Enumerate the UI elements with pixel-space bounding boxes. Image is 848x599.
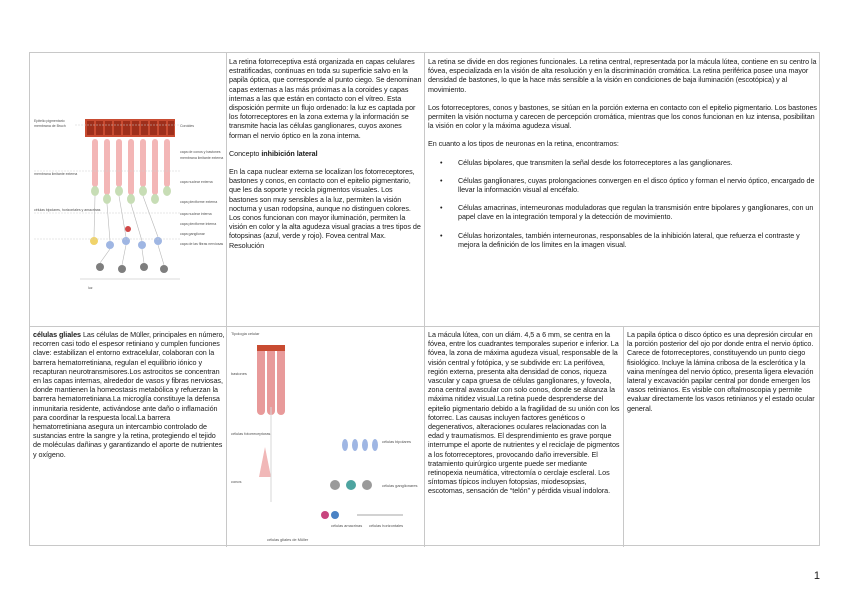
bullet: • <box>440 230 443 240</box>
page-number: 1 <box>813 570 820 582</box>
concept-bold: inhibición lateral <box>261 148 318 158</box>
label-plexiforme-int: capa plexiforme interna <box>180 222 217 226</box>
bullet: • <box>440 157 443 167</box>
paragraph: En cuanto a los tipos de neuronas en la retina, encontramos: <box>428 139 619 149</box>
concept-heading <box>229 149 422 158</box>
label-bipolares: células bipolares, horizontales y amacrinas <box>34 208 101 212</box>
label-conos: conos <box>231 479 242 484</box>
cell-typology-diagram <box>227 327 424 547</box>
label-ganglionares: células ganglionares <box>382 483 418 488</box>
label-fibras: capa de las fibras nerviosas <box>180 242 224 246</box>
macula-text <box>428 330 620 545</box>
glial-cells-text <box>33 330 225 545</box>
rod-highlight <box>257 345 285 351</box>
neuron-types-list <box>428 158 818 249</box>
paragraph: La retina se divide en dos regiones funcionales. La retina central, representada por la mácula lútea, contiene en su centro la fóvea, especializada en la visión de alta resolución y en la discriminación cromática. La retina periférica posee una mayor densidad de bastones, lo que la hace más sensible a la visión en condiciones de baja iluminación (escotópica) y al movimiento. <box>428 57 817 94</box>
paragraph: En la capa nuclear externa se localizan los fotorreceptores, bastones y conos, en contacto con el epitelio pigmentario, que les da soporte y recicla pigmentos visuales. Los bastones son muy sensibles a la luz, permiten la visión nocturna y usan rodopsina, aunque no distinguen colores. Los conos funcionan con mayor iluminación, permiten la visión en color y la alta agudeza visual gracias a tres tipos de fotopsinas (azul, verde y rojo). Fovea central Max. Resolución <box>229 167 421 250</box>
concept-prefix: Concepto <box>229 148 262 158</box>
divider <box>226 53 227 326</box>
optic-disc-text <box>627 330 817 545</box>
label-muller: células gliales de Müller <box>267 537 309 542</box>
label-nuclear-ext: capa nuclear externa <box>180 180 213 184</box>
rod-cell <box>257 345 265 415</box>
label-bruch: membrana de Bruch <box>34 124 66 128</box>
label-luz: luz <box>88 286 93 290</box>
content-table <box>29 52 820 546</box>
label-plexiforme-ext: capa plexiforme externa <box>180 200 218 204</box>
retina-layers-diagram-cell <box>30 53 226 326</box>
label-mle-left: membrana limitante externa <box>34 172 78 176</box>
divider <box>424 53 425 547</box>
label-coroides: Coroides <box>180 124 194 128</box>
retina-organization-text <box>229 57 422 325</box>
paragraph: Los fotorreceptores, conos y bastones, se sitúan en la porción externa en contacto con el epitelio pigmentario. Los bastones permiten la visión nocturna y carecen de percepción cromática, mientras que los conos funcionan en luz intensa, posibilitan la visión en color y la máxima agudeza visual. <box>428 102 817 131</box>
list-item: • Células horizontales, también interneuronas, responsables de la inhibición lateral, que refuerza el contraste y mejora la definición de los límites en la imagen visual. <box>440 230 800 249</box>
label-ganglionar: capa ganglionar <box>180 232 205 236</box>
paragraph: La papila óptica o disco óptico es una depresión circular en la porción posterior del ojo por donde entra el nervio óptico. Carece de fotorreceptores, constituyendo un punto ciego fisiológico. Incluye la lámina cribosa de la esclerótica y la vaina meníngea del nervio óptico, presenta ligera elevación lateral y excavación papilar central por donde emergen los vasos retinianos. Es visible con oftalmoscopia y permite evaluar directamente los vasos retinianos y el estado ocular general. <box>627 330 815 413</box>
glial-heading: células gliales <box>33 330 81 339</box>
amacrine-cell <box>331 511 339 519</box>
divider <box>623 326 624 547</box>
label-fotorreceptores: células fotorreceptoras <box>231 431 271 436</box>
retina-layers-diagram <box>30 53 226 326</box>
photoreceptors <box>92 139 170 195</box>
paragraph: células gliales Las células de Müller, principales en número, recorren casi todo el espesor retiniano y cumplen funciones clave: estabilizan el entorno extracelular, colaboran con la barrera hematorretiniana, regulan el equilibrio iónico y recapturan neurotransmisores.Los astrocitos se concentran en las capas internas, alrededor de vasos y fibras nerviosas, donde mantienen la homeostasis metabólica y refuerzan la barrera hematorretiniana.La microglía constituye la defensa inmunitaria residente, activándose ante daño o inflamación para coordinar la respuesta local.La barrera hematorretiniana asegura un intercambio controlado de sustancias entre la sangre y la retina, protegiendo el tejido de moléculas dañinas y garantizando el aporte de nutrientes y oxígeno. <box>33 330 225 459</box>
ganglion-cells <box>330 480 372 490</box>
label-amacrinas: células amacrinas <box>331 523 363 528</box>
retina-regions-text <box>428 57 818 325</box>
typology-title: Tipología celular <box>231 331 260 336</box>
amacrine-cell <box>321 511 329 519</box>
divider <box>30 326 820 327</box>
rod-cell <box>267 345 275 415</box>
list-item: • Células bipolares, que transmiten la señal desde los fotorreceptores a las ganglionares. <box>440 157 733 167</box>
label-conos-bastones: capa de conos y bastones <box>180 150 221 154</box>
bipolar-cells <box>342 439 378 451</box>
list-item: • Células ganglionares, cuyas prolongaciones convergen en el disco óptico y forman el nervio óptico, encargado de llevar la información visual al encéfalo. <box>440 175 815 195</box>
label-horizontales: células horizontales <box>369 523 404 528</box>
label-epitelio: Epitelio pigmentario <box>34 119 65 123</box>
list-item: • Células amacrinas, interneuronas moduladoras que regulan la transmisión entre bipolares y ganglionares, con un papel clave en la integración temporal y la detección de movimiento. <box>440 203 814 222</box>
label-bastones: bastones <box>231 371 247 376</box>
ganglion-cells <box>96 263 168 273</box>
rod-cell <box>277 345 285 415</box>
cone-cell <box>259 447 271 477</box>
label-nuclear-int: capa nuclear interna <box>180 212 212 216</box>
paragraph: La mácula lútea, con un diám. 4,5 a 6 mm, se centra en la fóvea, entre los cuadrantes temporales superior e inferior. La fóvea, la zona de máxima agudeza visual, responsable de la visión central y fotópica, y se subdivide en: La perifóvea, región externa, presenta alta densidad de conos, riqueza vascular y capa gruesa de células ganglionares, y foveola, zona central avascular con solo conos, donde se alcanza la máxima nitidez visual.La retina puede desprenderse del epitelio pigmentario debido a la fragilidad de su unión con los fotorrec. Las causas incluyen factores genéticos o degenerativos, alteraciones oculares relacionadas con la edad y traumatismos. El desprendimiento es grave porque interrumpe el aporte de nutrientes y el reciclaje de pigmentos a los fotorreceptores, provocando daño irreversible. El tratamiento quirúrgico urgente puede ser mediante retinopexia neumática, vitrectomía o cerclaje escleral. Los síntomas típicos incluyen fotopsias, miodesopsias, escotomas, sensación de “telón” y pérdida visual indolora. <box>428 330 620 496</box>
cell-typology-diagram-cell <box>227 327 424 547</box>
bullet: • <box>440 203 443 213</box>
paragraph: La retina fotorreceptiva está organizada en capas celulares estratificadas, continuas en toda su superficie salvo en la papila óptica, que corresponde al punto ciego. Se denominan capas externas a las más próximas a la coroides y capas internas a las que están en contacto con el vítreo. Esta disposición permite un flujo ordenado: la luz es captada por los fotorreceptores en la zona externa y la información se transmite hacia las células ganglionares, cuyos axones forman el nervio óptico en la zona interna. <box>229 57 422 140</box>
bullet: • <box>440 175 443 185</box>
label-mle: membrana limitante externa <box>180 156 224 160</box>
label-bipolares: células bipolares <box>382 439 411 444</box>
